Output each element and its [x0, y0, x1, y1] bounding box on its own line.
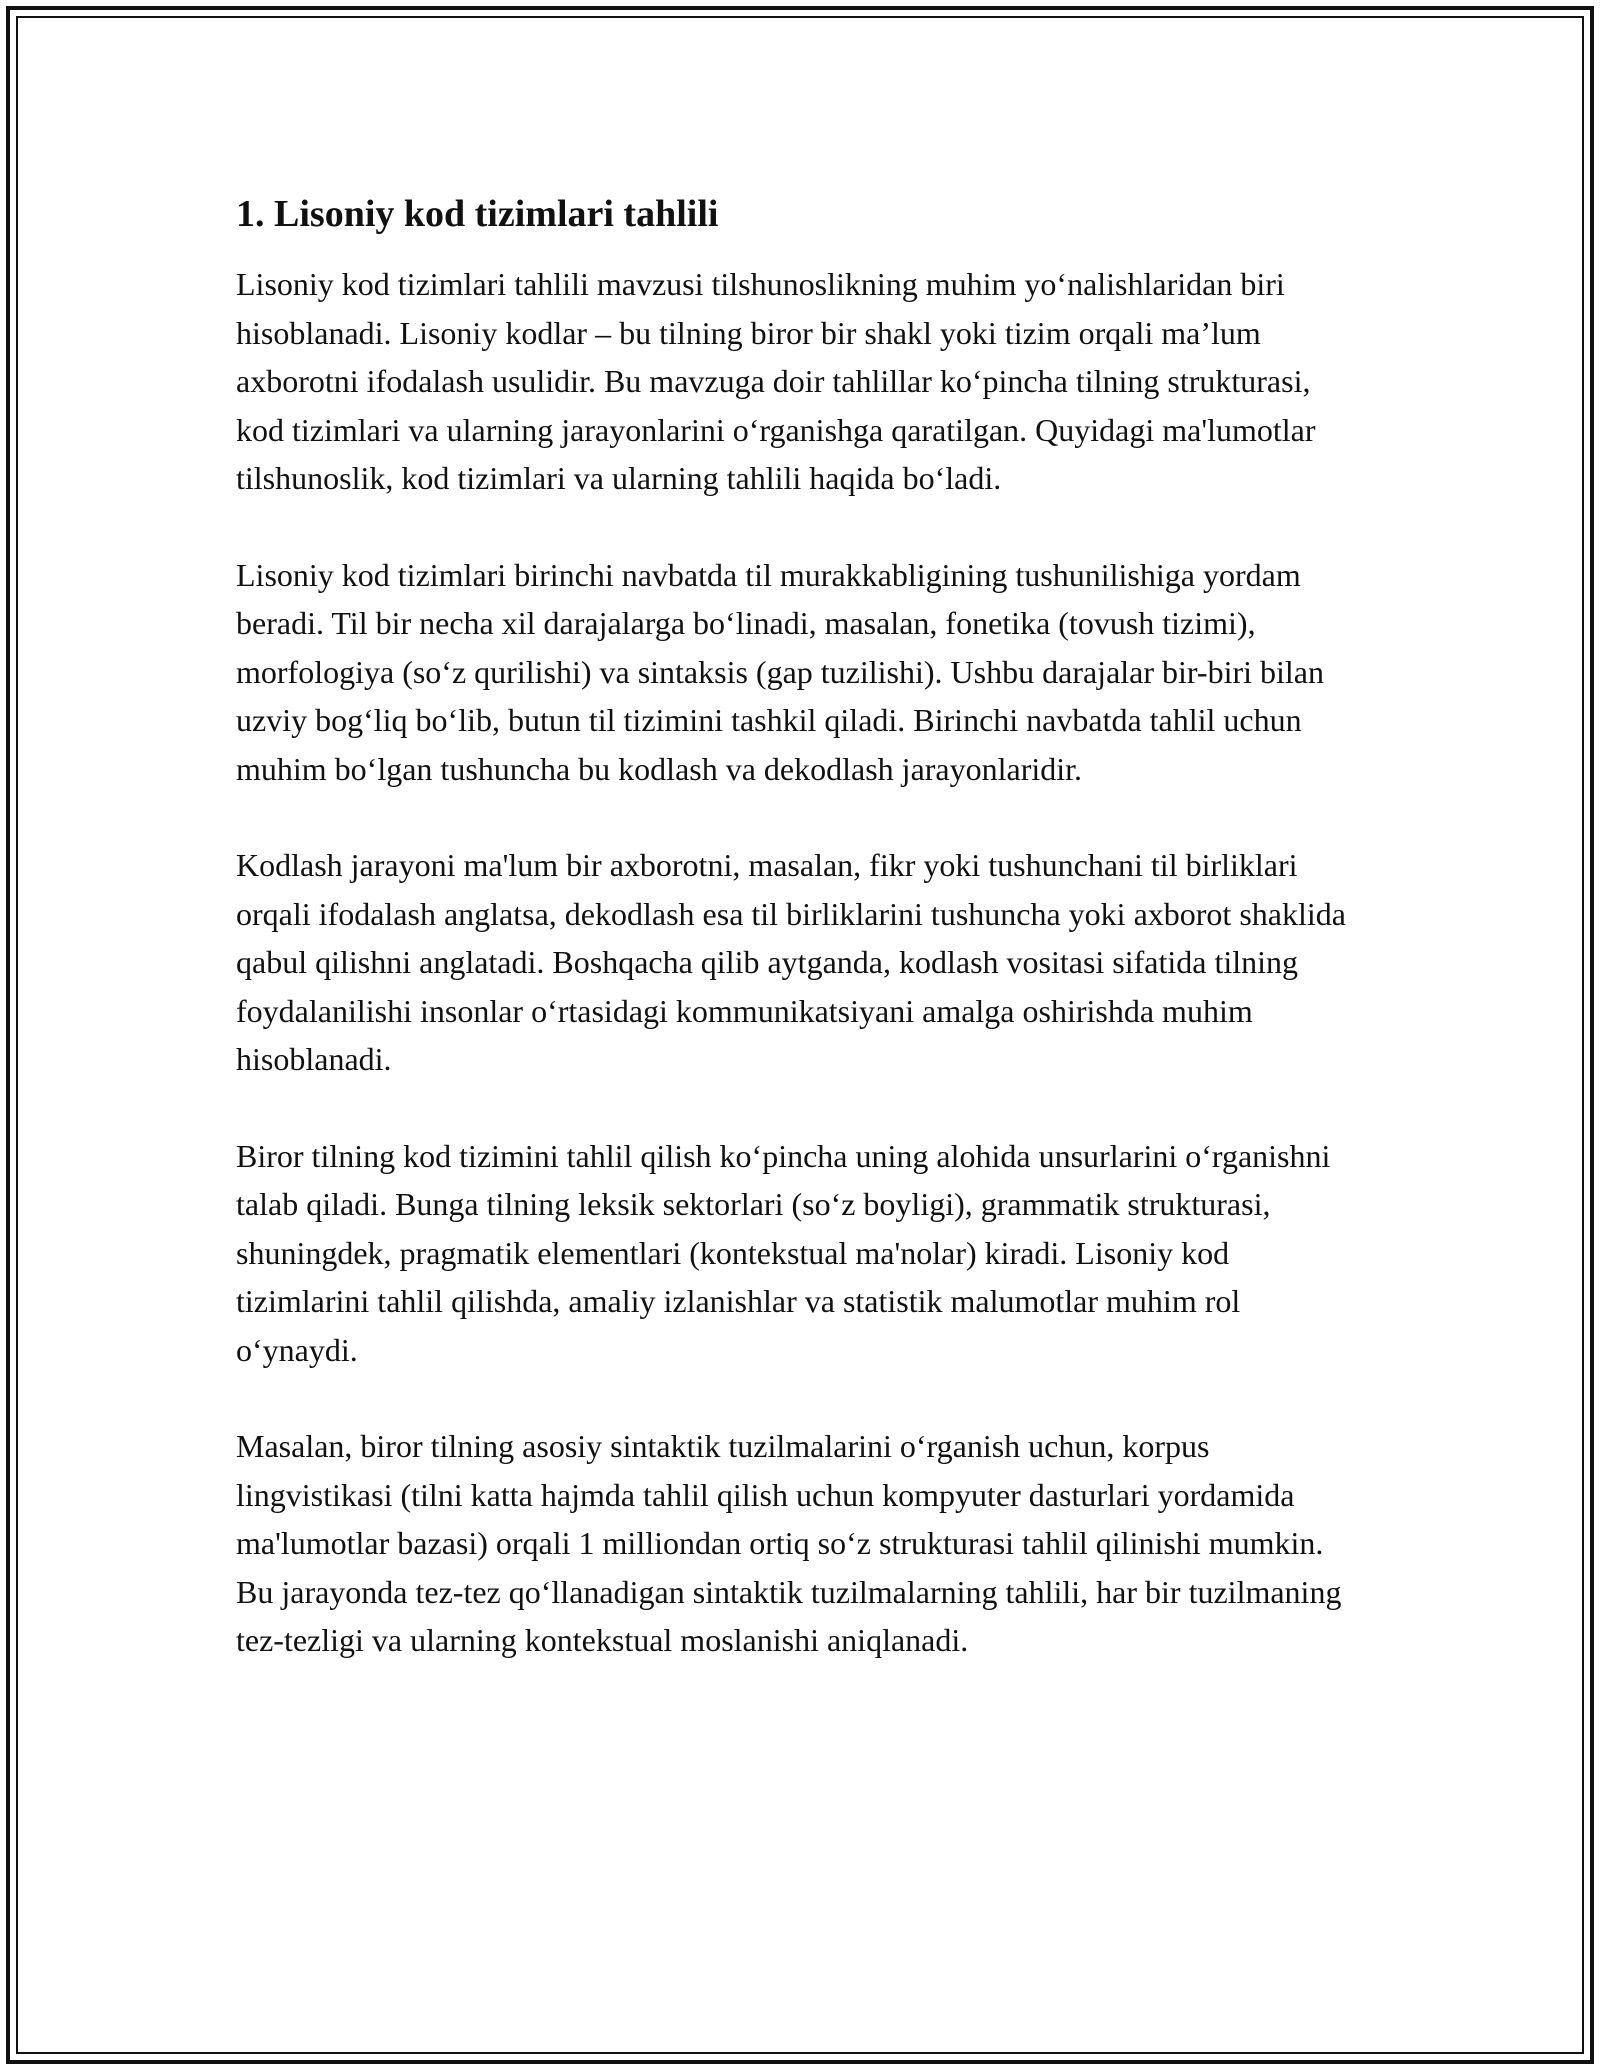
paragraph-1: Lisoniy kod tizimlari tahlili mavzusi tilshunoslikning muhim yo‘nalishlaridan biri hisoblanadi. Lisoniy kodlar – bu tilning biror bir shakl yoki tizim orqali ma’lum axborotni ifodalash usulidir. Bu mavzuga doir tahlillar ko‘pincha tilning strukturasi, kod tizimlari va ularning jarayonlarini o‘rganishga qaratilgan. Quyidagi ma'lumotlar tilshunoslik, kod tizimlari va ularning tahlili haqida bo‘ladi. [236, 266, 1316, 496]
document-body [236, 190, 1366, 1713]
paragraph-2: Lisoniy kod tizimlari birinchi navbatda til murakkabligining tushunilishiga yordam beradi. Til bir necha xil darajalarga bo‘linadi, masalan, fonetika (tovush tizimi), morfologiya (so‘z qurilishi) va sintaksis (gap tuzilishi). Ushbu darajalar bir-biri bilan uzviy bog‘liq bo‘lib, butun til tizimini tashkil qiladi. Birinchi navbatda tahlil uchun muhim bo‘lgan tushuncha bu kodlash va dekodlash jarayonlaridir. [236, 556, 1324, 787]
paragraph-3: Kodlash jarayoni ma'lum bir axborotni, masalan, fikr yoki tushunchani til birliklari orqali ifodalash anglatsa, dekodlash esa til birliklarini tushuncha yoki axborot shaklida qabul qilishni anglatadi. Boshqacha qilib aytganda, kodlash vositasi sifatida tilning foydalanilishi insonlar o‘rtasidagi kommunikatsiyani amalga oshirishda muhim hisoblanadi. [236, 847, 1346, 1077]
paragraph-4: Biror tilning kod tizimini tahlil qilish ko‘pincha uning alohida unsurlarini o‘rganishni talab qiladi. Bunga tilning leksik sektorlari (so‘z boyligi), grammatik strukturasi, shuningdek, pragmatik elementlari (kontekstual ma'nolar) kiradi. Lisoniy kod tizimlarini tahlil qilishda, amaliy izlanishlar va statistik malumotlar muhim rol o‘ynaydi. [236, 1137, 1331, 1368]
section-heading: 1. Lisoniy kod tizimlari tahlili [236, 193, 719, 235]
paragraph-5: Masalan, biror tilning asosiy sintaktik tuzilmalarini o‘rganish uchun, korpus lingvistikasi (tilni katta hajmda tahlil qilish uchun kompyuter dasturlari yordamida ma'lumotlar bazasi) orqali 1 milliondan ortiq so‘z strukturasi tahlil qilinishi mumkin. Bu jarayonda tez-tez qo‘llanadigan sintaktik tuzilmalarning tahlili, har bir tuzilmaning tez-tezligi va ularning kontekstual moslanishi aniqlanadi. [236, 1428, 1342, 1658]
